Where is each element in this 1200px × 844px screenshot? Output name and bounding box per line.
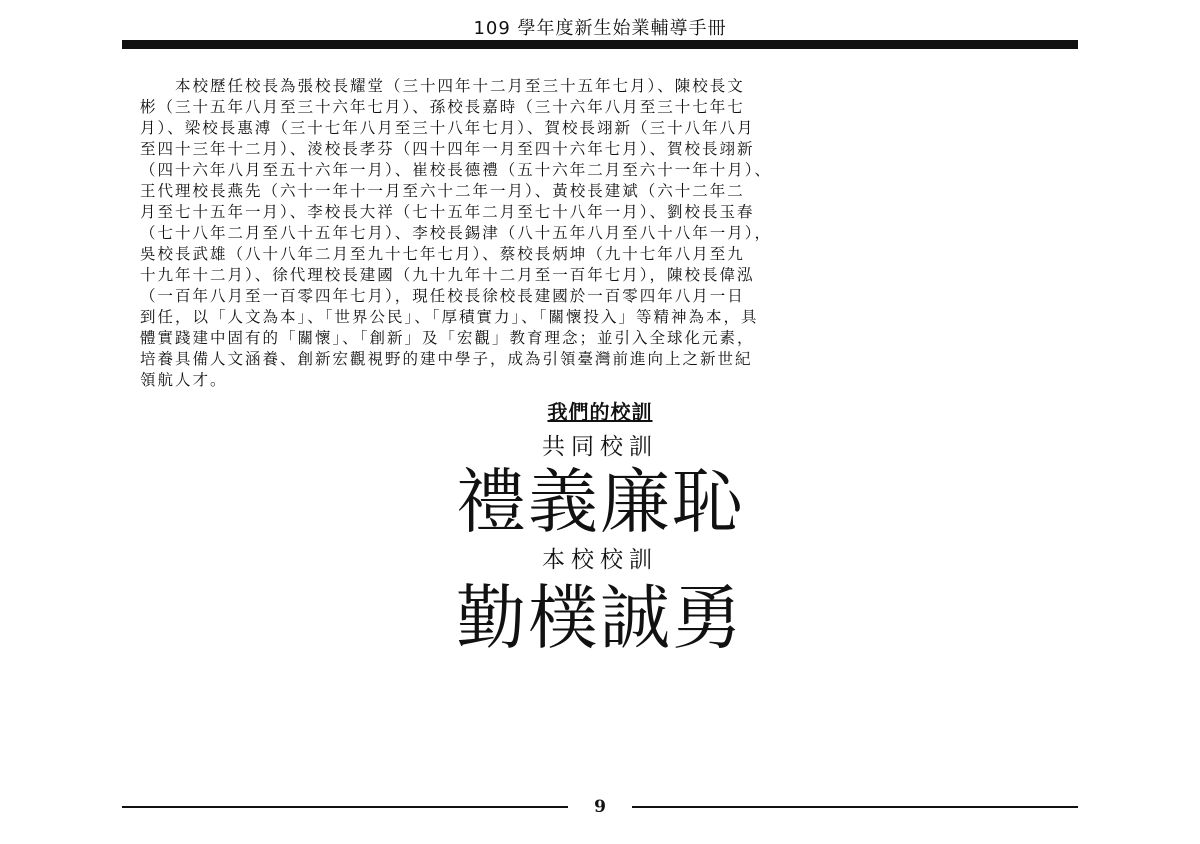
paragraph-line: 至四十三年十二月）、淩校長孝芬（四十四年一月至四十六年七月）、賀校長翊新 (140, 140, 755, 158)
page-number: 9 (594, 797, 606, 817)
history-paragraph (140, 76, 1020, 391)
motto-section-heading: 我們的校訓 (547, 400, 653, 424)
school-motto-label: 本校校訓 (542, 547, 658, 573)
paragraph-line: 彬（三十五年八月至三十六年七月）、孫校長嘉時（三十六年八月至三十七年七 (140, 98, 745, 116)
shared-motto: 禮義廉恥 (456, 461, 744, 543)
paragraph-line: 本校歷任校長為張校長耀堂（三十四年十二月至三十五年七月）、陳校長文 (140, 77, 745, 95)
paragraph-line: 月至七十五年一月）、李校長大祥（七十五年二月至七十八年一月）、劉校長玉春 (140, 203, 755, 221)
paragraph-line: （七十八年二月至八十五年七月）、李校長錫津（八十五年八月至八十八年一月）， (140, 224, 773, 242)
header-rule (122, 40, 1078, 49)
paragraph-line: 培養具備人文涵養、創新宏觀視野的建中學子，成為引領臺灣前進向上之新世紀 (140, 350, 753, 368)
paragraph-line: 領航人才。 (140, 371, 228, 389)
paragraph-line: 體實踐建中固有的「關懷」、「創新」及「宏觀」教育理念；並引入全球化元素， (140, 329, 755, 347)
footer-rule-left (122, 806, 568, 808)
footer-rule-right (632, 806, 1078, 808)
paragraph-line: 吳校長武雄（八十八年二月至九十七年七月）、蔡校長炳坤（九十七年八月至九 (140, 245, 745, 263)
shared-motto-label: 共同校訓 (542, 434, 658, 460)
paragraph-line: 到任，以「人文為本」、「世界公民」、「厚積實力」、「關懷投入」等精神為本，具 (140, 308, 759, 326)
paragraph-line: （四十六年八月至五十六年一月）、崔校長德禮（五十六年二月至六十一年十月）、 (140, 161, 773, 179)
paragraph-line: 十九年十二月）、徐代理校長建國（九十九年十二月至一百年七月），陳校長偉泓 (140, 266, 755, 284)
paragraph-line: 月）、梁校長惠溥（三十七年八月至三十八年七月）、賀校長翊新（三十八年八月 (140, 119, 755, 137)
paragraph-line: 王代理校長燕先（六十一年十一月至六十二年一月）、黃校長建斌（六十二年二 (140, 182, 745, 200)
paragraph-line: （一百年八月至一百零四年七月），現任校長徐校長建國於一百零四年八月一日 (140, 287, 745, 305)
running-header: 109 學年度新生始業輔導手冊 (473, 18, 727, 39)
school-motto: 勤樸誠勇 (456, 577, 744, 659)
